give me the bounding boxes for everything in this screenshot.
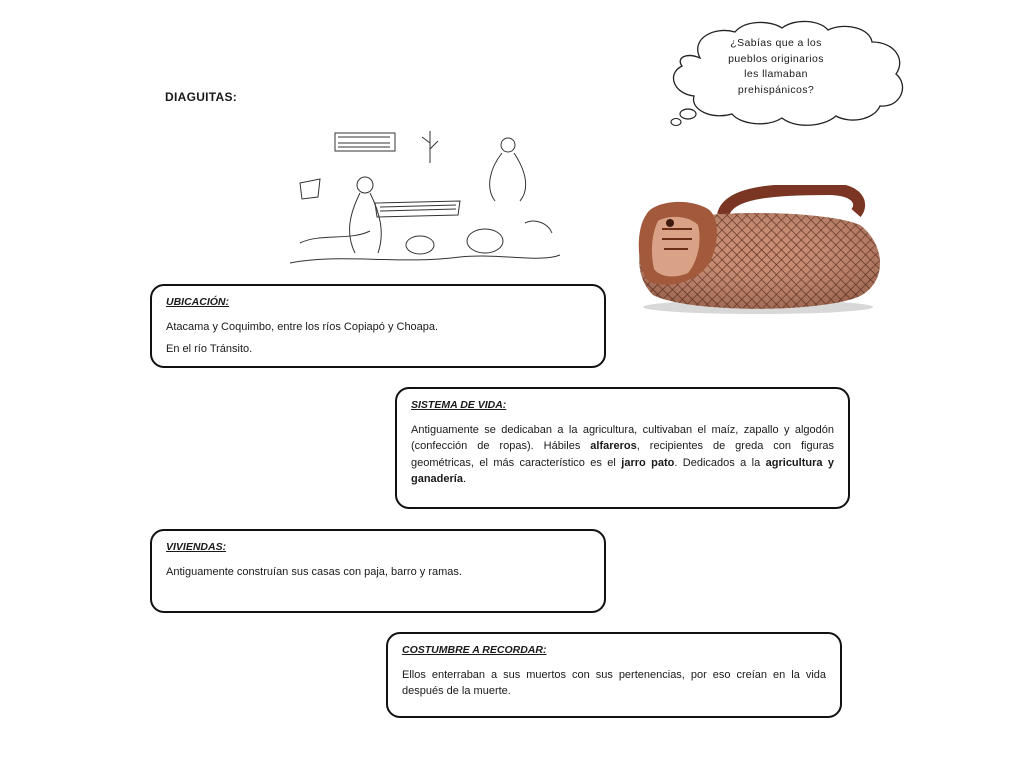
section-paragraph — [411, 422, 834, 488]
section-line: Atacama y Coquimbo, entre los ríos Copiapó y Choapa. — [166, 320, 439, 333]
page-title: DIAGUITAS: — [165, 90, 238, 104]
section-viviendas — [150, 529, 606, 613]
text-run: . Dedicados a la — [674, 456, 766, 469]
section-line: Ellos enterraban a sus muertos con sus pertenencias, por eso creían en la vida después de la muerte. — [402, 668, 826, 697]
bold-term: alfareros — [590, 440, 637, 452]
thought-line: prehispánicos? — [737, 83, 815, 96]
bold-term: jarro pato — [621, 456, 675, 469]
section-line: Antiguamente construían sus casas con paja, barro y ramas. — [166, 565, 462, 578]
section-title: COSTUMBRE A RECORDAR: — [402, 644, 547, 656]
section-title: VIVIENDAS: — [166, 541, 227, 553]
section-sistema-de-vida — [395, 387, 850, 509]
thought-line: pueblos originarios — [728, 52, 824, 65]
jarro-pato-image — [628, 185, 888, 315]
thought-line: ¿Sabías que a los — [730, 37, 822, 49]
text-run: , recipientes de greda con figuras geométricas, el más característico es el — [411, 440, 835, 469]
section-costumbre — [386, 632, 842, 718]
text-run: Antiguamente se dedicaban a la agricultura, cultivaban el maíz, zapallo y algodón (confección de ropas). Hábiles — [411, 423, 834, 452]
section-title: UBICACIÓN: — [166, 296, 229, 308]
section-title: SISTEMA DE VIDA: — [411, 399, 507, 411]
thought-line: les llamaban — [744, 68, 808, 80]
text-run: . — [462, 473, 467, 485]
thought-bubble-text — [706, 36, 846, 98]
section-ubicacion — [150, 284, 606, 368]
section-line: En el río Tránsito. — [166, 343, 253, 355]
weaving-sketch-image — [280, 123, 565, 268]
bold-term: agricultura y ganadería — [411, 456, 834, 485]
